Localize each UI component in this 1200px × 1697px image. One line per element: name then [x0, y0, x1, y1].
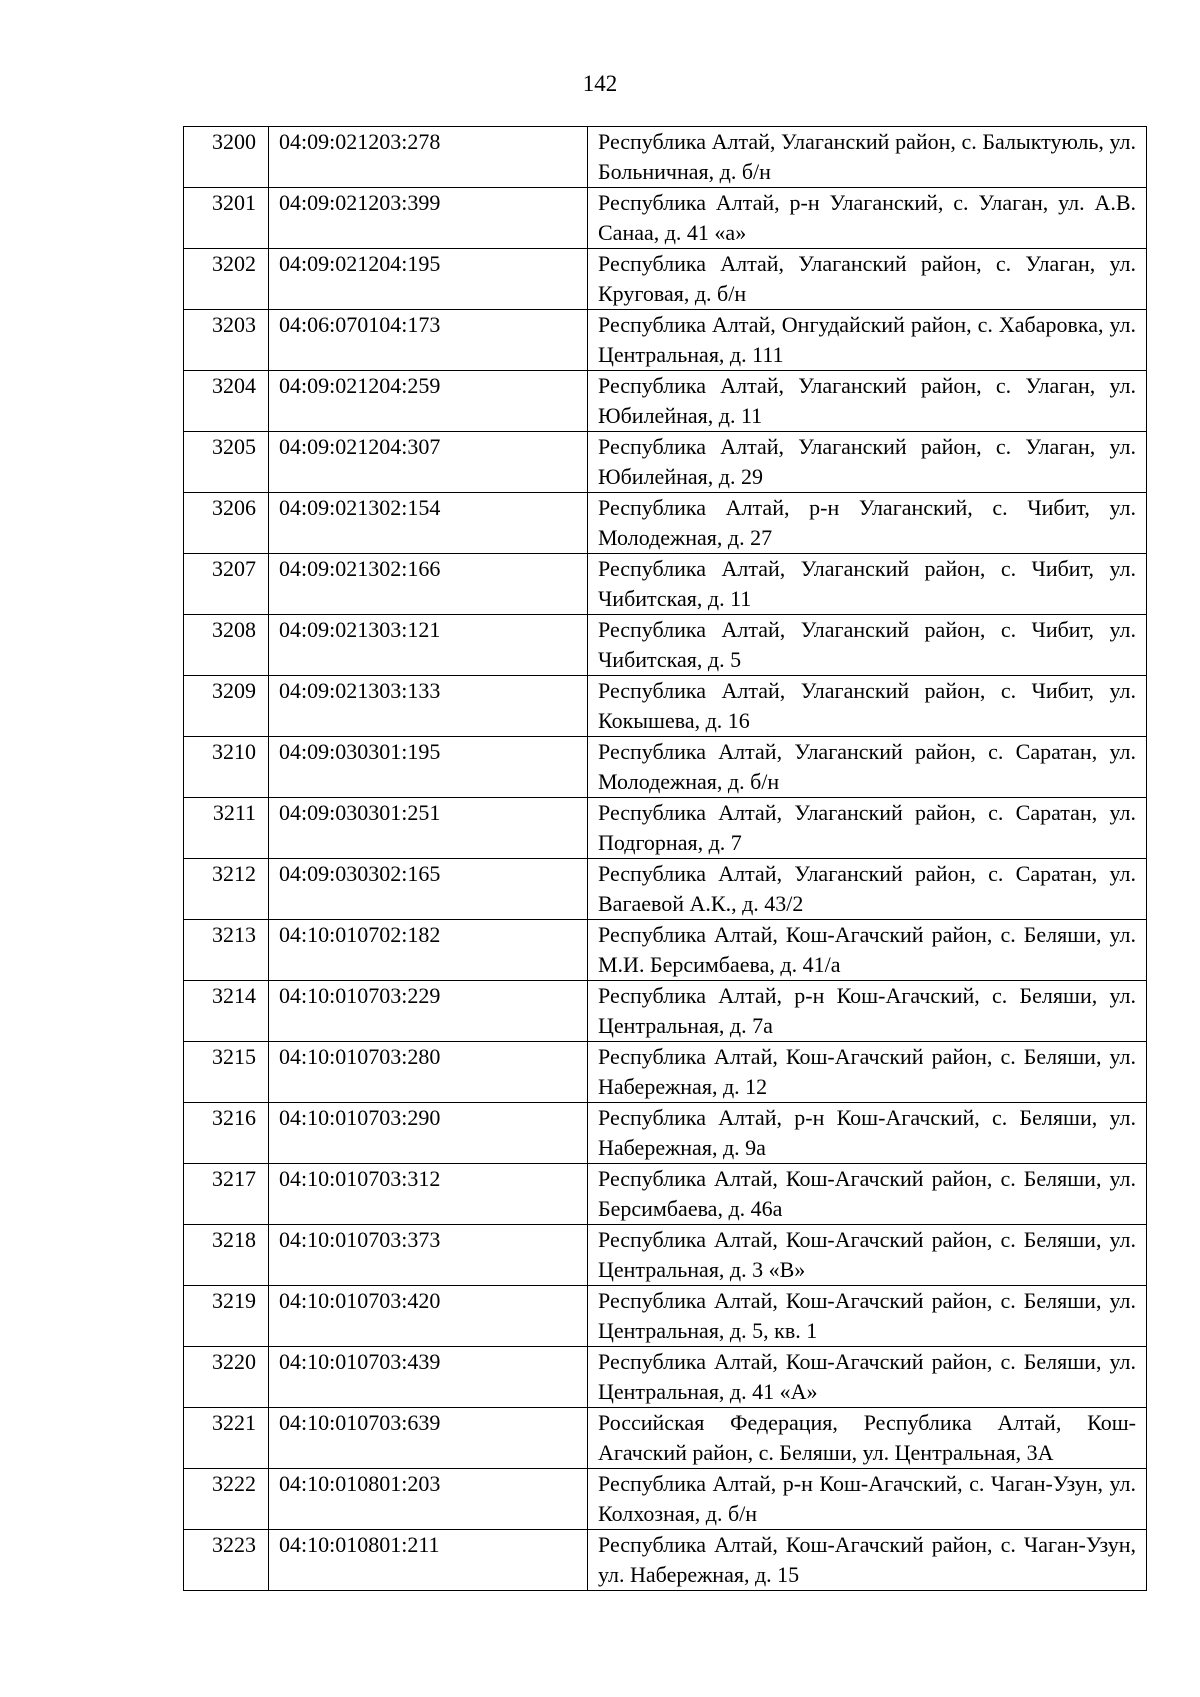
cadastral-number: 04:09:030301:251 — [269, 798, 588, 859]
row-number: 3215 — [184, 1042, 269, 1103]
address: Республика Алтай, Онгудайский район, с. Хабаровка, ул. Центральная, д. 111 — [588, 310, 1147, 371]
address: Республика Алтай, р-н Кош-Агачский, с. Чаган-Узун, ул. Колхозная, д. б/н — [588, 1469, 1147, 1530]
table-row — [184, 615, 1147, 676]
table-row — [184, 1286, 1147, 1347]
table-row — [184, 920, 1147, 981]
row-number: 3206 — [184, 493, 269, 554]
table-row — [184, 1469, 1147, 1530]
cadastral-number: 04:10:010703:312 — [269, 1164, 588, 1225]
address: Республика Алтай, Улаганский район, с. Чибит, ул. Чибитская, д. 11 — [588, 554, 1147, 615]
table-row — [184, 859, 1147, 920]
address: Республика Алтай, Улаганский район, с. Саратан, ул. Молодежная, д. б/н — [588, 737, 1147, 798]
row-number: 3220 — [184, 1347, 269, 1408]
address: Республика Алтай, Кош-Агачский район, с. Беляши, ул. Набережная, д. 12 — [588, 1042, 1147, 1103]
address: Республика Алтай, Улаганский район, с. Улаган, ул. Юбилейная, д. 29 — [588, 432, 1147, 493]
row-number: 3221 — [184, 1408, 269, 1469]
cadastral-number: 04:09:021303:133 — [269, 676, 588, 737]
address: Республика Алтай, Улаганский район, с. Балыктуюль, ул. Больничная, д. б/н — [588, 127, 1147, 188]
row-number: 3200 — [184, 127, 269, 188]
cadastral-number: 04:09:021203:278 — [269, 127, 588, 188]
table-row — [184, 310, 1147, 371]
table-row — [184, 676, 1147, 737]
row-number: 3213 — [184, 920, 269, 981]
row-number: 3210 — [184, 737, 269, 798]
row-number: 3207 — [184, 554, 269, 615]
table-row — [184, 737, 1147, 798]
table-row — [184, 798, 1147, 859]
address: Республика Алтай, Кош-Агачский район, с. Беляши, ул. Центральная, д. 41 «А» — [588, 1347, 1147, 1408]
address: Республика Алтай, р-н Кош-Агачский, с. Беляши, ул. Набережная, д. 9а — [588, 1103, 1147, 1164]
address: Республика Алтай, Кош-Агачский район, с. Беляши, ул. Центральная, д. 5, кв. 1 — [588, 1286, 1147, 1347]
row-number: 3203 — [184, 310, 269, 371]
address: Республика Алтай, Улаганский район, с. Чибит, ул. Кокышева, д. 16 — [588, 676, 1147, 737]
address: Российская Федерация, Республика Алтай, Кош-Агачский район, с. Беляши, ул. Центральная, 3А — [588, 1408, 1147, 1469]
table-row — [184, 1225, 1147, 1286]
table-row — [184, 981, 1147, 1042]
cadastral-number: 04:09:021303:121 — [269, 615, 588, 676]
cadastral-number: 04:09:030302:165 — [269, 859, 588, 920]
address: Республика Алтай, Улаганский район, с. Чибит, ул. Чибитская, д. 5 — [588, 615, 1147, 676]
cadastral-number: 04:09:021302:166 — [269, 554, 588, 615]
cadastral-number: 04:06:070104:173 — [269, 310, 588, 371]
table-row — [184, 554, 1147, 615]
cadastral-number: 04:10:010801:211 — [269, 1530, 588, 1591]
row-number: 3212 — [184, 859, 269, 920]
cadastral-number: 04:10:010703:290 — [269, 1103, 588, 1164]
table-row — [184, 493, 1147, 554]
row-number: 3218 — [184, 1225, 269, 1286]
table-row — [184, 127, 1147, 188]
cadastral-number: 04:09:021204:195 — [269, 249, 588, 310]
cadastral-number: 04:09:021204:259 — [269, 371, 588, 432]
row-number: 3209 — [184, 676, 269, 737]
row-number: 3211 — [184, 798, 269, 859]
address: Республика Алтай, Улаганский район, с. Улаган, ул. Круговая, д. б/н — [588, 249, 1147, 310]
address: Республика Алтай, Кош-Агачский район, с. Беляши, ул. М.И. Берсимбаева, д. 41/а — [588, 920, 1147, 981]
address: Республика Алтай, Кош-Агачский район, с. Чаган-Узун, ул. Набережная, д. 15 — [588, 1530, 1147, 1591]
row-number: 3205 — [184, 432, 269, 493]
table-row — [184, 1347, 1147, 1408]
cadastral-number: 04:10:010703:639 — [269, 1408, 588, 1469]
cadastral-number: 04:09:021203:399 — [269, 188, 588, 249]
cadastral-number: 04:09:021204:307 — [269, 432, 588, 493]
address: Республика Алтай, р-н Кош-Агачский, с. Беляши, ул. Центральная, д. 7а — [588, 981, 1147, 1042]
address: Республика Алтай, Кош-Агачский район, с. Беляши, ул. Берсимбаева, д. 46а — [588, 1164, 1147, 1225]
cadastral-number: 04:10:010801:203 — [269, 1469, 588, 1530]
cadastral-number: 04:09:030301:195 — [269, 737, 588, 798]
table-row — [184, 249, 1147, 310]
table-row — [184, 1530, 1147, 1591]
address: Республика Алтай, Кош-Агачский район, с. Беляши, ул. Центральная, д. 3 «В» — [588, 1225, 1147, 1286]
table-row — [184, 188, 1147, 249]
address: Республика Алтай, Улаганский район, с. Саратан, ул. Вагаевой А.К., д. 43/2 — [588, 859, 1147, 920]
cadastral-number: 04:10:010703:229 — [269, 981, 588, 1042]
row-number: 3223 — [184, 1530, 269, 1591]
cadastral-number: 04:10:010702:182 — [269, 920, 588, 981]
row-number: 3202 — [184, 249, 269, 310]
registry-table-body — [184, 127, 1147, 1591]
cadastral-number: 04:10:010703:373 — [269, 1225, 588, 1286]
table-row — [184, 1164, 1147, 1225]
row-number: 3222 — [184, 1469, 269, 1530]
row-number: 3216 — [184, 1103, 269, 1164]
table-row — [184, 1408, 1147, 1469]
row-number: 3201 — [184, 188, 269, 249]
registry-table — [183, 126, 1147, 1591]
row-number: 3208 — [184, 615, 269, 676]
row-number: 3214 — [184, 981, 269, 1042]
row-number: 3219 — [184, 1286, 269, 1347]
address: Республика Алтай, р-н Улаганский, с. Улаган, ул. А.В. Санаа, д. 41 «а» — [588, 188, 1147, 249]
cadastral-number: 04:10:010703:439 — [269, 1347, 588, 1408]
page-number: 142 — [582, 71, 618, 96]
table-row — [184, 432, 1147, 493]
row-number: 3217 — [184, 1164, 269, 1225]
address: Республика Алтай, Улаганский район, с. Саратан, ул. Подгорная, д. 7 — [588, 798, 1147, 859]
table-row — [184, 1042, 1147, 1103]
table-row — [184, 371, 1147, 432]
address: Республика Алтай, р-н Улаганский, с. Чибит, ул. Молодежная, д. 27 — [588, 493, 1147, 554]
table-row — [184, 1103, 1147, 1164]
address: Республика Алтай, Улаганский район, с. Улаган, ул. Юбилейная, д. 11 — [588, 371, 1147, 432]
cadastral-number: 04:10:010703:280 — [269, 1042, 588, 1103]
row-number: 3204 — [184, 371, 269, 432]
cadastral-number: 04:09:021302:154 — [269, 493, 588, 554]
cadastral-number: 04:10:010703:420 — [269, 1286, 588, 1347]
